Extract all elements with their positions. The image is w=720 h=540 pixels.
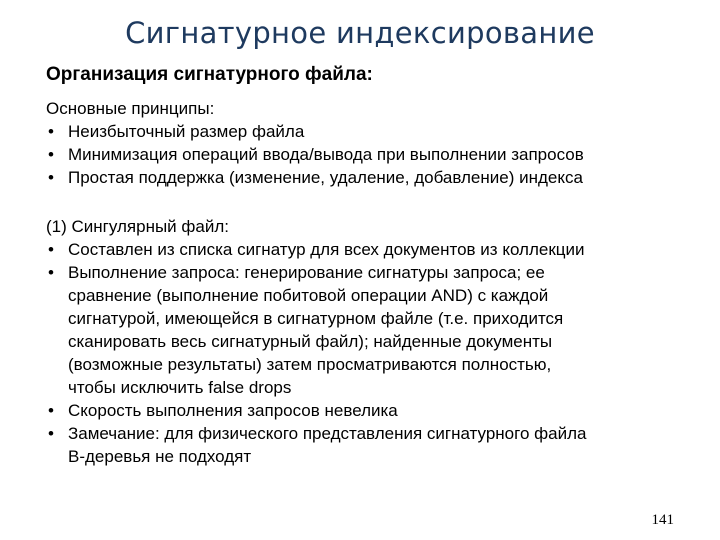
- bullet-icon: •: [48, 401, 54, 420]
- item-line: (возможные результаты) затем просматриваются полностью,: [68, 355, 552, 374]
- principle-text: Простая поддержка (изменение, удаление, добавление) индекса: [68, 168, 583, 187]
- slide-title: Сигнатурное индексирование: [125, 16, 595, 50]
- list-item: [46, 261, 706, 399]
- signature-file-block: [46, 215, 706, 468]
- list-item: [46, 120, 706, 143]
- bullet-icon: •: [48, 145, 54, 164]
- list-item: [46, 166, 706, 189]
- list-item: [46, 399, 706, 422]
- item-line: Составлен из списка сигнатур для всех документов из коллекции: [68, 240, 585, 259]
- item-line: сканировать весь сигнатурный файл); найденные документы: [68, 332, 553, 351]
- bullet-icon: •: [48, 168, 54, 187]
- bullet-icon: •: [48, 263, 54, 282]
- page-number: 141: [651, 512, 674, 528]
- item-line: Скорость выполнения запросов невелика: [68, 401, 398, 420]
- item-line: сигнатурой, имеющейся в сигнатурном файле (т.е. приходится: [68, 309, 564, 328]
- principle-text: Минимизация операций ввода/вывода при выполнении запросов: [68, 145, 584, 164]
- list-item: [46, 422, 706, 468]
- principles-block: [46, 97, 706, 189]
- principles-heading: Основные принципы:: [46, 99, 215, 118]
- item-line: Замечание: для физического представления сигнатурного файла: [68, 424, 587, 443]
- bullet-icon: •: [48, 122, 54, 141]
- list-item: [46, 143, 706, 166]
- bullet-icon: •: [48, 424, 54, 443]
- section-subtitle: Организация сигнатурного файла:: [46, 64, 373, 85]
- list-item: [46, 238, 706, 261]
- item-line: Выполнение запроса: генерирование сигнатуры запроса; ее: [68, 263, 545, 282]
- bullet-icon: •: [48, 240, 54, 259]
- signature-heading: (1) Сингулярный файл:: [46, 217, 229, 236]
- principle-text: Неизбыточный размер файла: [68, 122, 305, 141]
- item-line: B-деревья не подходят: [68, 447, 252, 466]
- item-line: сравнение (выполнение побитовой операции AND) с каждой: [68, 286, 549, 305]
- item-line: чтобы исключить false drops: [68, 378, 292, 397]
